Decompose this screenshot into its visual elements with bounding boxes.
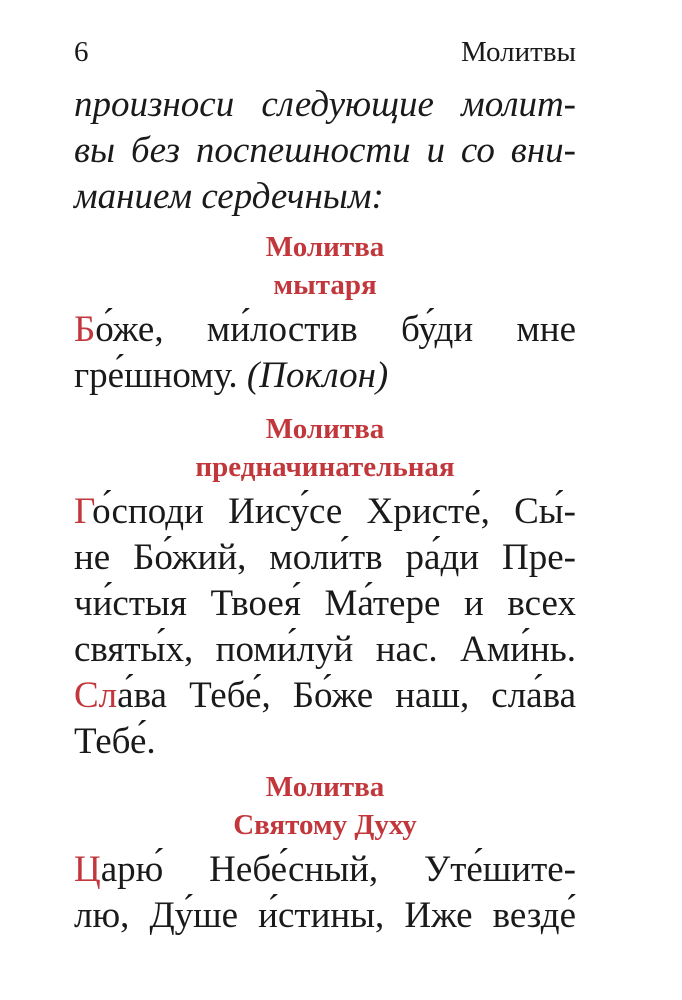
section-heading xyxy=(74,410,576,486)
prayer-line-text: а́ва Тебе́, Бо́же наш, сла́ва xyxy=(117,675,576,716)
prayer-line: лю, Ду́ше и́стины, Иже везде́ xyxy=(74,895,576,936)
heading-line: Молитва xyxy=(265,771,385,803)
drop-initial: Г xyxy=(74,491,93,532)
drop-initial: Б xyxy=(74,309,96,350)
book-page xyxy=(74,0,576,1000)
running-title: Молитвы xyxy=(460,36,576,68)
prayer-line-text: о́споди Иису́се Христе́, Сы́- xyxy=(92,491,576,532)
heading-line: мытаря xyxy=(273,269,377,301)
page-header xyxy=(74,36,576,72)
intro-line: вы без поспешности и со вни- xyxy=(74,130,576,171)
prayer-line: не Бо́жий, моли́тв ра́ди Пре- xyxy=(74,537,576,578)
prayer-line xyxy=(74,673,576,719)
prayer-line xyxy=(74,353,576,399)
prayer-line: чи́стыя Твоея́ Ма́тере и всех xyxy=(74,583,576,624)
prayer-text xyxy=(74,489,576,765)
section-heading xyxy=(74,228,576,304)
prayer-line xyxy=(74,307,576,353)
prayer-line: святы́х, поми́луй нас. Ами́нь. xyxy=(74,629,576,670)
prayer-remark: (Поклон) xyxy=(246,355,389,396)
section-heading xyxy=(74,768,576,844)
heading-line: Молитва xyxy=(265,231,385,263)
prayer-text xyxy=(74,307,576,399)
prayer-line xyxy=(74,489,576,535)
prayer-line xyxy=(74,847,576,893)
prayer-text xyxy=(74,847,576,939)
heading-line: Молитва xyxy=(265,413,385,445)
prayer-line-text: гре́шному. xyxy=(74,355,238,396)
drop-initial: Ц xyxy=(74,849,101,890)
prayer-line-text: арю́ Небе́сный, Уте́шите- xyxy=(100,849,576,890)
heading-line: предначинательная xyxy=(195,451,455,483)
intro-line: произноси следующие молит- xyxy=(74,84,576,125)
intro-paragraph xyxy=(74,82,576,220)
heading-line: Святому Духу xyxy=(233,809,417,841)
prayer-line-text: о́же, ми́лостив бу́ди мне xyxy=(95,309,576,350)
page-number: 6 xyxy=(74,36,89,68)
intro-line: манием сердечным: xyxy=(74,176,384,217)
prayer-line: Тебе́. xyxy=(74,721,156,762)
drop-initial: Сл xyxy=(74,675,118,716)
